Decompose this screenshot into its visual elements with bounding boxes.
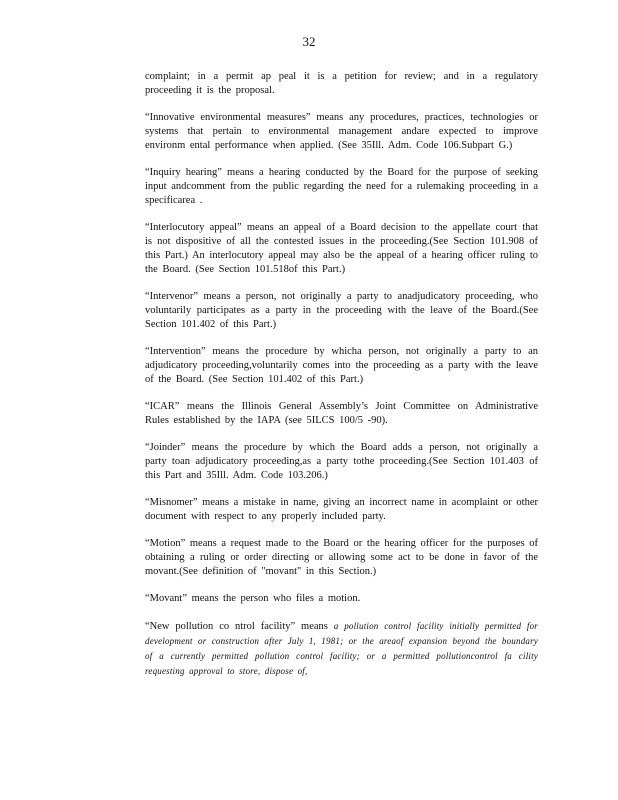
definitions-body (145, 70, 538, 692)
definition-italic-text: a pollution control facility initially permitted for development or construction after July 1, 1981; or the areaof expansion beyond the boundary of a currently permitted pollution control facility; or a permitted pollutioncontrol fa cility requesting approval to store, dispose of, (145, 621, 538, 676)
definition-interlocutory-appeal: “Interlocutory appeal” means an appeal of a Board decision to the appellate court that is not dispositive of all the contested issues in the proceeding.(See Section 101.908 of this Part.) An interlocutory appeal may also be the appeal of a hearing officer ruling to the Board. (See Section 101.518of this Part.) (145, 222, 538, 275)
definition-new-pollution-control-facility (145, 619, 538, 679)
definition-movant: “Movant” means the person who files a motion. (145, 593, 361, 604)
definition-motion: “Motion” means a request made to the Board or the hearing officer for the purposes of obtaining a ruling or order directing or allowing some act to be done in favor of the movant.(See definition of "movant" in this Section.) (145, 538, 538, 577)
page-number: 32 (302, 34, 316, 49)
definition-term: “New pollution co ntrol facility” means (145, 621, 334, 632)
definition-innovative-environmental-measures: “Innovative environmental measures” means any procedures, practices, technologies or systems that pertain to environmental management andare expected to improve environm ental performance when applied. (See 35Ill. Adm. Code 106.Subpart G.) (145, 112, 538, 151)
definition-jcar: “ICAR” means the Illinois General Assembly’s Joint Committee on Administrative Rules established by the IAPA (see 5ILCS 100/5 -90). (145, 401, 538, 426)
paragraph-complaint-continuation: complaint; in a permit ap peal it is a petition for review; and in a regulatory proceeding it is the proposal. (145, 71, 538, 96)
definition-intervention: “Intervention” means the procedure by whicha person, not originally a party to an adjudicatory proceeding,voluntarily comes into the proceeding as a party with the leave of the Board. (See Section 101.402 of this Part.) (145, 346, 538, 385)
definition-joinder: “Joinder” means the procedure by which the Board adds a person, not originally a party toan adjudicatory proceeding,as a party tothe proceeding.(See Section 101.403 of this Part and 35Ill. Adm. Code 103.206.) (145, 442, 538, 481)
definition-misnomer: “Misnomer” means a mistake in name, giving an incorrect name in acomplaint or other document with respect to any properly included party. (145, 497, 538, 522)
definition-intervenor: “Intervenor” means a person, not originally a party to anadjudicatory proceeding, who voluntarily participates as a party in the proceeding with the leave of the Board.(See Section 101.402 of this Part.) (145, 291, 538, 330)
definition-inquiry-hearing: “Inquiry hearing” means a hearing conducted by the Board for the purpose of seeking input andcomment from the public regarding the need for a rulemaking proceeding in a specificarea . (145, 167, 538, 206)
